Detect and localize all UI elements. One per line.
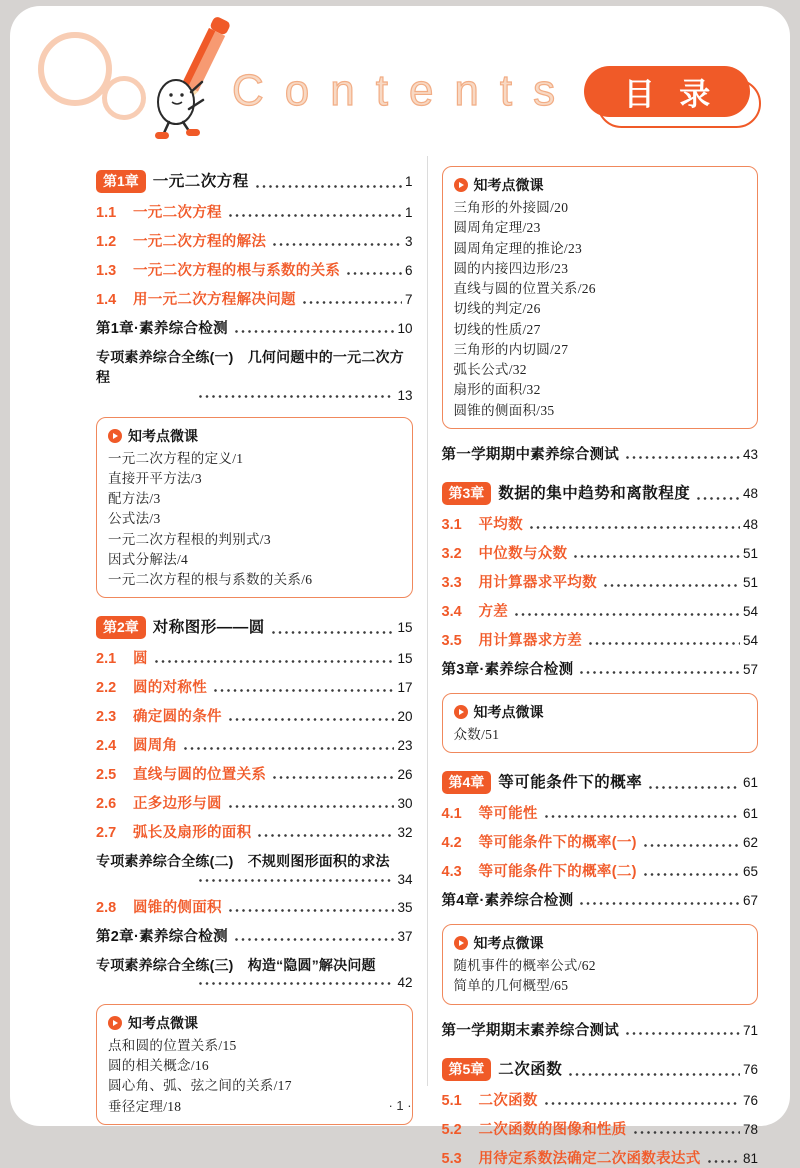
- section-number: 4.1: [441, 806, 462, 822]
- page-number: 48: [742, 485, 758, 501]
- section-title: 二次函数: [478, 1092, 538, 1109]
- entry-title: 第1章·素养综合检测: [96, 321, 228, 337]
- page-number: 76: [742, 1092, 758, 1108]
- page-number: 13: [397, 387, 413, 403]
- footer-page-number: · 1 ·: [388, 1098, 412, 1113]
- chapter-title: 数据的集中趋势和离散程度: [498, 484, 691, 502]
- toc-entry-row: [96, 317, 413, 338]
- toc-section-row: [96, 647, 413, 668]
- section-number: 3.3: [441, 574, 462, 591]
- section-title: 圆的对称性: [133, 680, 207, 697]
- decor-circle-large: [38, 32, 112, 106]
- section-number: 3.5: [441, 632, 462, 649]
- toc-section-row: [96, 259, 413, 280]
- micro-lesson-item: 圆的内接四边形/23: [453, 260, 569, 276]
- page-number: 76: [742, 1061, 758, 1077]
- section-number: 2.8: [96, 899, 117, 916]
- micro-lesson-label: [108, 426, 401, 446]
- micro-lesson-item: 三角形的外接圆/20: [453, 200, 569, 215]
- section-title: 一元二次方程: [133, 205, 222, 221]
- toc-section-row: [442, 802, 759, 823]
- toc-section-row: [96, 201, 413, 222]
- entry-title: 第一学期期中素养综合测试: [441, 446, 620, 463]
- micro-lesson-label: [454, 933, 747, 953]
- micro-lesson-item: 三角形的内切圆/27: [453, 341, 569, 357]
- section-number: 2.3: [96, 709, 117, 726]
- dotted-leader: [228, 717, 395, 722]
- toc-section-row: [442, 831, 759, 852]
- section-title: 用待定系数法确定二次函数表达式: [478, 1150, 701, 1167]
- section-title: 中位数与众数: [478, 545, 568, 562]
- page-number: 7: [404, 292, 413, 307]
- dotted-leader: [198, 878, 394, 883]
- dotted-leader: [234, 329, 395, 334]
- section-title: 等可能条件下的概率(二): [478, 864, 637, 880]
- entry-leader-line: [96, 975, 413, 990]
- micro-lesson-item: 配方法/3: [108, 491, 161, 507]
- page-number: 62: [742, 835, 758, 850]
- chapter-number-badge: 第2章: [96, 616, 146, 639]
- section-title: 用一元二次方程解决问题: [133, 292, 296, 308]
- section-title: 一元二次方程的根与系数的关系: [133, 263, 341, 279]
- toc-chapter-row: [96, 615, 413, 639]
- micro-lesson-item: 圆锥的侧面积/35: [453, 402, 555, 418]
- dotted-leader: [588, 641, 740, 646]
- micro-lesson-item: 扇形的面积/32: [453, 382, 541, 398]
- toc-section-row: [442, 513, 759, 534]
- page-number: 43: [742, 446, 758, 462]
- micro-lesson-label-text: 知考点微课: [473, 177, 544, 193]
- page-number: 20: [397, 709, 413, 725]
- micro-lesson-box: [96, 417, 413, 599]
- page-number: 6: [404, 263, 413, 278]
- section-number: 2.5: [96, 767, 117, 784]
- section-title: 圆周角: [133, 738, 178, 755]
- dotted-leader: [643, 872, 740, 877]
- dotted-leader: [625, 1031, 740, 1036]
- dotted-leader: [257, 833, 394, 838]
- micro-lesson-item: 圆心角、弧、弦之间的关系/17: [108, 1078, 292, 1094]
- page-number: 61: [742, 806, 758, 821]
- page-number: 81: [742, 1150, 758, 1166]
- section-number: 2.2: [96, 680, 117, 697]
- dotted-leader: [625, 455, 740, 460]
- chapter-title: 等可能条件下的概率: [498, 774, 643, 791]
- page-number: 15: [397, 651, 413, 667]
- toc-entry-row: [96, 925, 413, 946]
- toc-entry-row: [442, 889, 759, 910]
- section-number: 3.4: [441, 603, 462, 620]
- section-title: 确定圆的条件: [133, 709, 222, 726]
- page-number: 51: [742, 545, 758, 561]
- section-number: 4.2: [441, 835, 462, 851]
- toc-entry-row-wrapped: [96, 347, 413, 403]
- micro-lesson-item: 直接开平方法/3: [108, 470, 202, 486]
- chapter-title: 对称图形——圆: [152, 619, 265, 637]
- play-icon: [108, 1016, 122, 1030]
- section-number: 4.3: [441, 864, 462, 880]
- micro-lesson-item: 因式分解法/4: [108, 551, 189, 567]
- page-number: 61: [742, 775, 758, 790]
- micro-lesson-box: [442, 166, 759, 429]
- micro-lesson-item: 点和圆的位置关系/15: [108, 1037, 237, 1053]
- page-number: 54: [742, 632, 758, 648]
- toc-entry-row: [442, 1019, 759, 1040]
- micro-lesson-label: [454, 702, 747, 722]
- page-number: 26: [397, 767, 413, 783]
- toc-entry-row: [442, 443, 759, 464]
- micro-lesson-item: 圆周角定理的推论/23: [453, 240, 583, 256]
- play-icon: [454, 705, 468, 719]
- dotted-leader: [603, 583, 740, 588]
- dotted-leader: [198, 981, 394, 986]
- chapter-number-badge: 第4章: [442, 771, 492, 794]
- micro-lesson-item: 切线的判定/26: [453, 301, 541, 317]
- chapter-number-badge: 第1章: [96, 170, 146, 193]
- dotted-leader: [579, 901, 740, 906]
- page-number: 15: [397, 620, 413, 636]
- dotted-leader: [346, 271, 402, 276]
- toc-page: [10, 6, 790, 1167]
- contents-heading: Contents: [232, 66, 577, 115]
- section-title: 用计算器求方差: [478, 632, 583, 649]
- page-number: 35: [397, 899, 413, 915]
- section-title: 用计算器求平均数: [478, 574, 597, 591]
- section-title: 一元二次方程的解法: [133, 234, 267, 250]
- micro-lesson-item: 众数/51: [453, 726, 500, 742]
- micro-lesson-item: 圆的相关概念/16: [108, 1058, 209, 1074]
- chapter-title: 一元二次方程: [152, 173, 249, 190]
- toc-section-row: [96, 676, 413, 697]
- micro-lesson-item: 圆周角定理/23: [453, 220, 541, 236]
- toc-section-row: [442, 542, 759, 563]
- section-title: 方差: [478, 603, 509, 620]
- section-number: 2.4: [96, 738, 117, 755]
- dotted-leader: [302, 300, 402, 305]
- toc-section-row: [96, 763, 413, 784]
- dotted-leader: [198, 394, 394, 399]
- toc-section-row: [96, 230, 413, 251]
- toc-section-row: [96, 896, 413, 917]
- micro-lesson-label-text: 知考点微课: [473, 935, 544, 951]
- play-icon: [454, 178, 468, 192]
- section-title: 直线与圆的位置关系: [133, 767, 267, 784]
- micro-lesson-item: 直线与圆的位置关系/26: [453, 281, 596, 296]
- dotted-leader: [255, 184, 402, 189]
- title-badge-text: 目 录: [584, 66, 750, 117]
- page-number: 57: [742, 661, 758, 677]
- page-number: 34: [397, 871, 413, 887]
- micro-lesson-item: 弧长公式/32: [453, 362, 527, 377]
- section-number: 2.1: [96, 651, 117, 668]
- entry-title: 第2章·素养综合检测: [96, 928, 228, 945]
- dotted-leader: [228, 908, 395, 913]
- micro-lesson-label: [108, 1013, 401, 1033]
- entry-title: 第4章·素养综合检测: [441, 893, 574, 909]
- micro-lesson-item: 公式法/3: [108, 511, 161, 527]
- dotted-leader: [228, 213, 402, 218]
- toc-section-row: [96, 821, 413, 842]
- section-title: 圆: [133, 651, 148, 668]
- dotted-leader: [514, 612, 740, 617]
- micro-lesson-item: 垂径定理/18: [108, 1098, 182, 1114]
- page-number: 67: [742, 893, 758, 908]
- entry-title: 专项素养综合全练(一) 几何问题中的一元二次方程: [96, 349, 404, 386]
- page-number: 54: [742, 603, 758, 619]
- toc-section-row: [442, 571, 759, 592]
- section-title: 圆锥的侧面积: [133, 899, 222, 916]
- dotted-leader: [573, 554, 740, 559]
- section-number: 5.3: [441, 1150, 462, 1167]
- page-number: 1: [404, 205, 413, 220]
- toc-section-row: [442, 1147, 759, 1168]
- entry-leader-line: [96, 388, 413, 403]
- toc-chapter-row: [442, 770, 759, 794]
- section-title: 等可能条件下的概率(一): [478, 835, 637, 851]
- page-number: 65: [742, 864, 758, 879]
- section-number: 1.2: [96, 234, 117, 250]
- toc-left-column: [96, 152, 413, 1114]
- page-number: 23: [397, 738, 413, 754]
- section-title: 平均数: [478, 516, 523, 533]
- entry-title: 第一学期期末素养综合测试: [441, 1022, 620, 1039]
- toc-right-column: [441, 152, 759, 1167]
- micro-lesson-item: 一元二次方程的根与系数的关系/6: [108, 572, 313, 588]
- toc-entry-row-wrapped: [96, 851, 413, 886]
- page-number: 71: [742, 1022, 758, 1038]
- section-number: 3.1: [441, 516, 462, 533]
- toc-chapter-row: [96, 169, 413, 193]
- section-number: 5.1: [441, 1092, 462, 1109]
- page-number: 1: [404, 174, 413, 189]
- dotted-leader: [579, 670, 740, 675]
- section-title: 弧长及扇形的面积: [133, 825, 252, 842]
- section-number: 1.3: [96, 263, 117, 279]
- toc-body: [96, 152, 758, 1167]
- micro-lesson-item: 一元二次方程根的判别式/3: [108, 531, 271, 547]
- dotted-leader: [633, 1130, 740, 1135]
- entry-title: 专项素养综合全练(二) 不规则图形面积的求法: [96, 853, 390, 870]
- micro-lesson-item: 简单的几何概型/65: [453, 978, 569, 994]
- page-number: 37: [397, 928, 413, 944]
- toc-section-row: [96, 288, 413, 309]
- micro-lesson-label-text: 知考点微课: [128, 427, 198, 444]
- toc-chapter-row: [442, 481, 759, 505]
- chapter-number-badge: 第3章: [442, 482, 492, 505]
- page-number: 3: [404, 234, 413, 249]
- dotted-leader: [154, 659, 395, 664]
- chapter-title: 二次函数: [498, 1060, 563, 1078]
- micro-lesson-box: [442, 693, 759, 753]
- toc-entry-row-wrapped: [96, 955, 413, 990]
- page-number: 42: [397, 974, 413, 990]
- page-number: 10: [397, 321, 413, 336]
- entry-title: 第3章·素养综合检测: [441, 661, 574, 678]
- section-title: 正多边形与圆: [133, 796, 222, 813]
- toc-section-row: [442, 629, 759, 650]
- dotted-leader: [529, 525, 740, 530]
- dotted-leader: [696, 496, 740, 501]
- toc-section-row: [96, 734, 413, 755]
- dotted-leader: [643, 843, 740, 848]
- toc-entry-row: [442, 658, 759, 679]
- micro-lesson-box: [442, 924, 759, 1005]
- section-number: 1.4: [96, 292, 117, 308]
- section-number: 3.2: [441, 545, 462, 562]
- dotted-leader: [183, 746, 394, 751]
- dotted-leader: [544, 814, 740, 819]
- toc-section-row: [442, 600, 759, 621]
- micro-lesson-label-text: 知考点微课: [473, 703, 544, 720]
- micro-lesson-item: 一元二次方程的定义/1: [108, 450, 244, 466]
- dotted-leader: [271, 630, 395, 635]
- micro-lesson-label: [454, 175, 747, 195]
- column-divider: [427, 156, 428, 1086]
- chapter-number-badge: 第5章: [442, 1058, 492, 1081]
- entry-title: 专项素养综合全练(三) 构造“隐圆”解决问题: [96, 956, 376, 973]
- dotted-leader: [568, 1072, 740, 1077]
- page-number: 32: [397, 825, 413, 841]
- toc-section-row: [442, 1118, 759, 1139]
- dotted-leader: [707, 1159, 740, 1164]
- section-number: 2.6: [96, 796, 117, 813]
- micro-lesson-item: 随机事件的概率公式/62: [453, 958, 596, 973]
- toc-section-row: [442, 860, 759, 881]
- page-number: 48: [742, 516, 758, 532]
- title-badge: [584, 66, 764, 130]
- dotted-leader: [228, 804, 395, 809]
- play-icon: [454, 936, 468, 950]
- micro-lesson-item: 切线的性质/27: [453, 321, 541, 337]
- toc-section-row: [96, 705, 413, 726]
- section-number: 5.2: [441, 1121, 462, 1138]
- micro-lesson-label-text: 知考点微课: [128, 1014, 198, 1031]
- mascot-pencil-svg: [138, 22, 238, 144]
- toc-section-row: [96, 792, 413, 813]
- page-number: 17: [397, 680, 413, 696]
- entry-leader-line: [96, 872, 413, 887]
- dotted-leader: [234, 937, 395, 942]
- dotted-leader: [648, 785, 740, 790]
- page-number: 78: [742, 1121, 758, 1137]
- play-icon: [108, 429, 122, 443]
- dotted-leader: [213, 688, 394, 693]
- section-number: 2.7: [96, 825, 117, 842]
- dotted-leader: [272, 775, 394, 780]
- section-title: 等可能性: [478, 806, 538, 822]
- page-number: 51: [742, 574, 758, 590]
- section-title: 二次函数的图像和性质: [478, 1121, 627, 1138]
- mascot-with-pencil-illustration: [138, 22, 238, 149]
- toc-chapter-row: [442, 1057, 759, 1081]
- section-number: 1.1: [96, 205, 117, 221]
- dotted-leader: [272, 242, 402, 247]
- page-number: 30: [397, 796, 413, 812]
